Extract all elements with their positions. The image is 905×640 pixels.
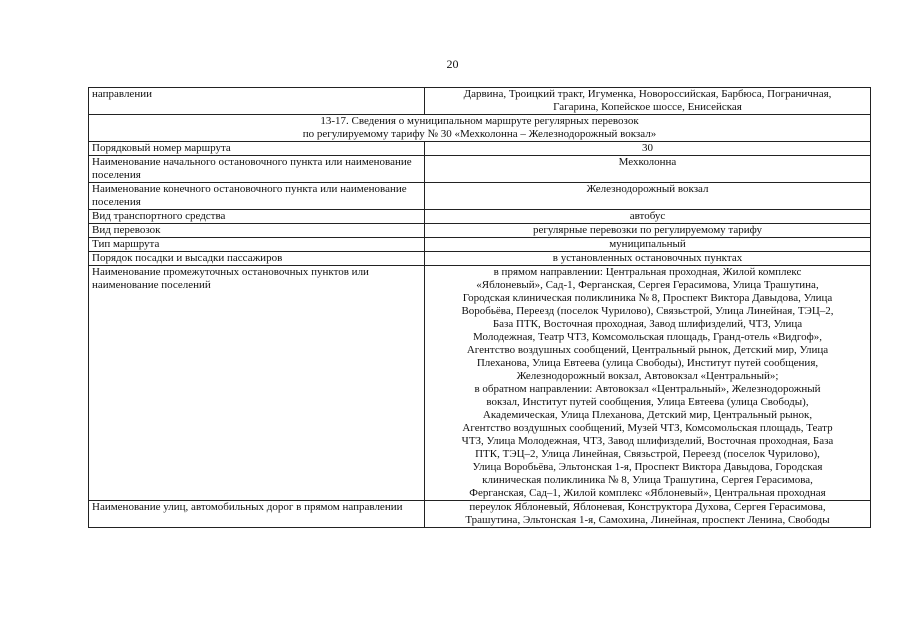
section-heading <box>89 115 871 142</box>
stops-line: вокзал, Институт путей сообщения, Улица Евтеева (улица Свободы), <box>486 396 809 408</box>
row-value-line: Трашутина, Эльтонская 1-я, Самохина, Линейная, проспект Ленина, Свободы <box>465 514 830 526</box>
section-header-row <box>89 115 871 142</box>
row-label: Наименование начального остановочного пункта или наименование поселения <box>89 156 425 183</box>
row-value: регулярные перевозки по регулируемому тарифу <box>425 224 871 238</box>
row-value: муниципальный <box>425 238 871 252</box>
row-label: Порядковый номер маршрута <box>89 142 425 156</box>
table-row-streets <box>89 501 871 528</box>
stops-line: ЧТЗ, Улица Молодежная, ЧТЗ, Завод шлифизделий, Восточная проходная, База <box>461 435 834 447</box>
row-value: в установленных остановочных пунктах <box>425 252 871 266</box>
row-label: Наименование улиц, автомобильных дорог в прямом направлении <box>89 501 425 528</box>
row-value <box>425 88 871 115</box>
stops-line: «Яблоневый», Сад-1, Ферганская, Сергея Герасимова, Улица Трашутина, <box>476 279 819 291</box>
stops-line: Академическая, Улица Плеханова, Детский мир, Центральный рынок, <box>482 409 813 421</box>
row-label: Наименование промежуточных остановочных пунктов или наименование поселений <box>89 266 425 501</box>
stops-line: Плеханова, Улица Евтеева (улица Свободы), Институт путей сообщения, <box>476 357 819 369</box>
stops-line: в обратном направлении: Автовокзал «Центральный», Железнодорожный <box>474 383 821 395</box>
table-row-route-type <box>89 238 871 252</box>
row-value: 30 <box>425 142 871 156</box>
table-row-end-stop <box>89 183 871 210</box>
row-label: Вид перевозок <box>89 224 425 238</box>
stops-line: Молодежная, Театр ЧТЗ, Комсомольская площадь, Гранд-отель «Видгоф», <box>473 331 822 343</box>
stops-line: Городская клиническая поликлиника № 8, Проспект Виктора Давыдова, Улица <box>462 292 833 304</box>
row-label: Тип маршрута <box>89 238 425 252</box>
stops-line: Улица Воробьёва, Эльтонская 1-я, Проспект Виктора Давыдова, Городская <box>472 461 823 473</box>
section-heading-line: по регулируемому тарифу № 30 «Мехколонна – Железнодорожный вокзал» <box>302 128 657 140</box>
table-row-route-number <box>89 142 871 156</box>
stops-line: Агентство воздушных сообщений, Центральный рынок, Детский мир, Улица <box>466 344 829 356</box>
stops-line: Агентство воздушных сообщений, Музей ЧТЗ, Комсомольская площадь, Театр <box>462 422 833 434</box>
stops-line: База ПТК, Восточная проходная, Завод шлифизделий, ЧТЗ, Улица <box>492 318 803 330</box>
row-label: направлении <box>89 88 425 115</box>
page-number: 20 <box>446 57 459 71</box>
row-label: Порядок посадки и высадки пассажиров <box>89 252 425 266</box>
table-row-intermediate-stops <box>89 266 871 501</box>
table-row-start-stop <box>89 156 871 183</box>
stops-line: в прямом направлении: Центральная проходная, Жилой комплекс <box>493 266 802 278</box>
row-value-line: Гагарина, Копейское шоссе, Енисейская <box>553 101 742 113</box>
row-value-line: переулок Яблоневый, Яблоневая, Конструктора Духова, Сергея Герасимова, <box>469 501 826 513</box>
table-row-continued <box>89 88 871 115</box>
section-heading-line: 13-17. Сведения о муниципальном маршруте регулярных перевозок <box>320 115 639 127</box>
stops-line: Воробьёва, Переезд (поселок Чурилово), Связьстрой, Улица Линейная, ТЭЦ–2, <box>461 305 834 317</box>
stops-line: Железнодорожный вокзал, Автовокзал «Центральный»; <box>516 370 779 382</box>
row-value <box>425 501 871 528</box>
row-value-line: Дарвина, Троицкий тракт, Игуменка, Новороссийская, Барбюса, Пограничная, <box>463 88 832 100</box>
table-row-vehicle-type <box>89 210 871 224</box>
row-label: Вид транспортного средства <box>89 210 425 224</box>
intermediate-stops-list <box>425 266 871 501</box>
table-row-boarding <box>89 252 871 266</box>
route-info-table <box>88 87 871 528</box>
row-value: Мехколонна <box>425 156 871 183</box>
stops-line: клиническая поликлиника № 8, Улица Трашутина, Сергея Герасимова, <box>482 474 813 486</box>
row-label: Наименование конечного остановочного пункта или наименование поселения <box>89 183 425 210</box>
row-value: Железнодорожный вокзал <box>425 183 871 210</box>
stops-line: ПТК, ТЭЦ–2, Улица Линейная, Связьстрой, Переезд (поселок Чурилово), <box>475 448 820 460</box>
stops-line: Ферганская, Сад–1, Жилой комплекс «Яблоневый», Центральная проходная <box>469 487 826 499</box>
row-value: автобус <box>425 210 871 224</box>
table-row-transport-kind <box>89 224 871 238</box>
